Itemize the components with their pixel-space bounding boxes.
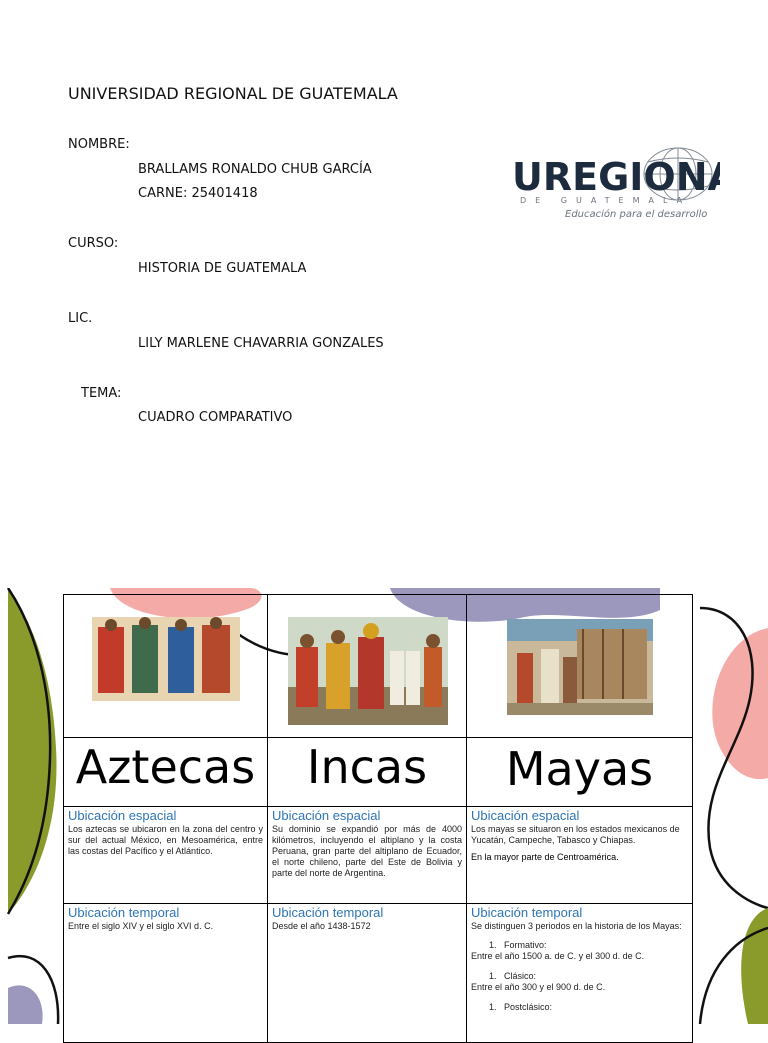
logo-main-text: UREGION <box>512 155 708 199</box>
tema-value: CUADRO COMPARATIVO <box>138 410 293 425</box>
tema-label: TEMA: <box>81 386 122 401</box>
period-name: Clásico: <box>504 971 537 981</box>
aztec-image-cell <box>63 594 268 738</box>
mayas-temporal-cell <box>466 903 693 1043</box>
olive-blob-right <box>741 908 768 1024</box>
carne: CARNE: 25401418 <box>138 186 258 201</box>
period-name: Postclásico: <box>504 1002 553 1012</box>
section-heading: Ubicación temporal <box>471 905 583 920</box>
period-number: 1. <box>489 971 497 981</box>
lic-label: LIC. <box>68 311 93 326</box>
mayas-title-cell <box>466 737 693 807</box>
section-heading: Ubicación espacial <box>272 808 381 823</box>
incas-temporal-cell <box>267 903 467 1043</box>
mayas-title: Mayas <box>505 742 654 796</box>
comparison-table <box>63 594 693 1034</box>
curso-value: HISTORIA DE GUATEMALA <box>138 261 307 276</box>
curso-label: CURSO: <box>68 236 119 251</box>
mayas-espacial-cell <box>466 806 693 904</box>
period-item <box>471 971 688 982</box>
aztecas-title-cell <box>63 737 268 807</box>
aztecas-title: Aztecas <box>75 740 256 794</box>
incas-title: Incas <box>306 740 428 794</box>
incas-espacial-text: Su dominio se expandió por más de 4000 kilómetros, incluyendo el altiplano y la costa Peruana, gran parte del altiplano de Ecuador, el norte chileno, parte del Este de Bolivia y parte del norte de Argentina. <box>272 824 462 878</box>
period-name: Formativo: <box>504 940 547 950</box>
lavender-shape-left <box>8 985 43 1024</box>
aztecas-temporal-cell <box>63 903 268 1043</box>
period-item <box>471 940 688 951</box>
mayas-espacial-text-2: En la mayor parte de Centroamérica. <box>471 852 619 862</box>
period-number: 1. <box>489 1002 497 1012</box>
inca-procession-image <box>288 617 448 725</box>
incas-title-cell <box>267 737 467 807</box>
section-heading: Ubicación espacial <box>68 808 177 823</box>
aztecas-espacial-text: Los aztecas se ubicaron en la zona del centro y sur del actual México, en Mesoamérica, entre las costas del Pacífico y el Atlántico. <box>68 824 263 856</box>
inca-image-cell <box>267 594 467 738</box>
logo-sub-text: DE GUATEMALA <box>520 196 692 205</box>
section-heading: Ubicación temporal <box>68 905 180 920</box>
period-item <box>471 1002 688 1013</box>
maya-image-cell <box>466 594 693 738</box>
aztecas-temporal-text: Entre el siglo XIV y el siglo XVI d. C. <box>68 921 214 931</box>
section-heading: Ubicación espacial <box>471 808 580 823</box>
university-title: UNIVERSIDAD REGIONAL DE GUATEMALA <box>68 84 398 103</box>
nombre-label: NOMBRE: <box>68 137 130 152</box>
logo-tagline: Educación para el desarrollo <box>565 209 708 220</box>
pink-blob-right <box>712 628 768 779</box>
lic-value: LILY MARLENE CHAVARRIA GONZALES <box>138 336 384 351</box>
section-heading: Ubicación temporal <box>272 905 384 920</box>
period-range: Entre el año 1500 a. de C. y el 300 d. de C. <box>471 951 645 961</box>
aztecas-espacial-cell <box>63 806 268 904</box>
incas-temporal-text: Desde el año 1438-1572 <box>272 921 371 931</box>
period-number: 1. <box>489 940 497 950</box>
mayas-temporal-text: Se distinguen 3 periodos en la historia de los Mayas: <box>471 921 682 931</box>
maya-construction-image <box>507 619 653 715</box>
mayas-espacial-text: Los mayas se situaron en los estados mexicanos de Yucatán, Campeche, Tabasco y Chiapas. <box>471 824 680 845</box>
aztec-warriors-image <box>92 617 240 701</box>
student-name: BRALLAMS RONALDO CHUB GARCÍA <box>138 162 372 177</box>
incas-espacial-cell <box>267 806 467 904</box>
university-logo <box>510 140 720 225</box>
period-range: Entre el año 300 y el 900 d. de C. <box>471 982 606 992</box>
